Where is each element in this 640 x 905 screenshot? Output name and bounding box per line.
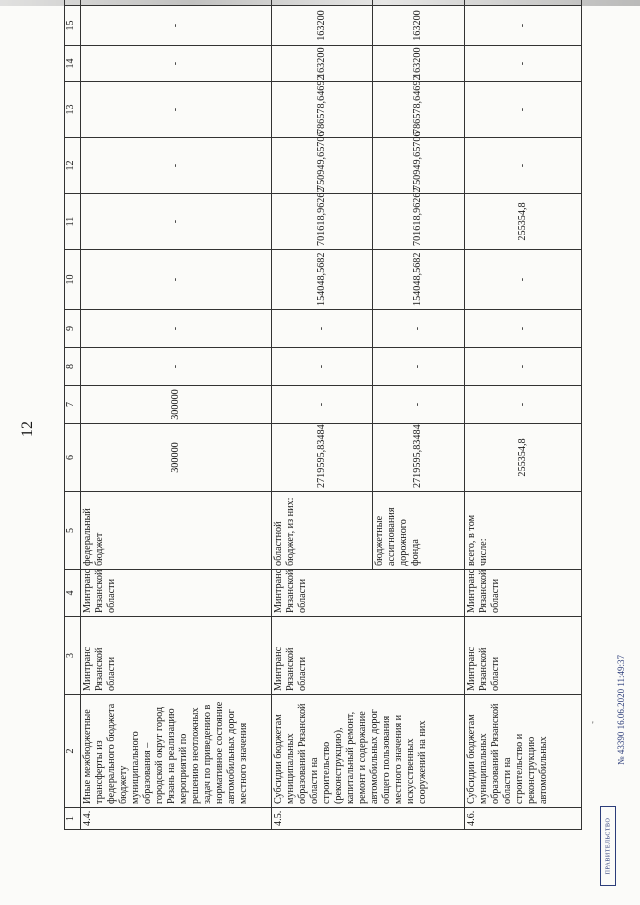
measure-name: Субсидии бюджетам муниципальных образований Рязанской области на строительство и реконструкцию автомобильных [464,695,581,808]
value-cell: - [372,348,464,386]
column-header-1: 1 [65,808,81,830]
value-cell: - [464,310,581,348]
value-cell: - [272,310,372,348]
rotated-table-container [64,10,582,830]
value-cell [372,0,464,6]
value-cell: 163200 [372,46,464,82]
column-header-16 [65,0,81,6]
budget-table [64,0,582,830]
value-cell: - [464,348,581,386]
value-cell: - [464,82,581,138]
value-cell [272,0,372,6]
value-cell: 255354,8 [464,424,581,492]
registration-stamp [614,610,628,810]
measure-name: Иные межбюджетные трансферты из федерального бюджета бюджету муниципального образования – городской округ город Рязань на реализацию мероприятий по решению неотложных задач по приведению в нормативное состояние автомобильных дорог местного значения [80,695,272,808]
header-row [65,0,81,830]
executor: Минтранс Рязанской области [464,617,581,695]
funding-source: областной бюджет, из них: [272,492,372,570]
co-executor: Минтранс Рязанской области [464,570,581,617]
value-cell: - [80,310,272,348]
value-cell: 701618,96262 [272,194,372,250]
value-cell: 163200 [272,6,372,46]
column-header-12: 12 [65,138,81,194]
value-cell: - [464,138,581,194]
stamp-text: ПРАВИТЕЛЬСТВО [605,817,612,875]
page-number: 12 [19,421,36,437]
column-header-13: 13 [65,82,81,138]
value-cell: 163200 [372,6,464,46]
government-stamp [600,806,616,886]
column-header-6: 6 [65,424,81,492]
value-cell: - [272,348,372,386]
value-cell: - [80,6,272,46]
row-id: 4.5. [272,808,465,830]
value-cell: - [372,310,464,348]
column-header-7: 7 [65,386,81,424]
value-cell: 300000 [80,386,272,424]
row-id: 4.4. [80,808,272,830]
value-cell: 786578,64692 [372,82,464,138]
column-header-9: 9 [65,310,81,348]
value-cell: - [272,386,372,424]
value-cell: 300000 [80,424,272,492]
value-cell [80,0,272,6]
funding-source: всего, в том числе: [464,492,581,570]
funding-source: федеральный бюджет [80,492,272,570]
value-cell: - [80,250,272,310]
value-cell: 750949,65706 [372,138,464,194]
value-cell: - [464,46,581,82]
co-executor: Минтранс Рязанской области [272,570,465,617]
column-header-5: 5 [65,492,81,570]
table-row [272,0,372,830]
value-cell: 750949,65706 [272,138,372,194]
value-cell: - [80,194,272,250]
table-row [80,0,272,830]
table-body [80,0,581,830]
value-cell: 154048,5682 [372,250,464,310]
column-header-14: 14 [65,46,81,82]
value-cell [464,0,581,6]
column-header-15: 15 [65,6,81,46]
value-cell: - [80,46,272,82]
co-executor: Минтранс Рязанской области [80,570,272,617]
value-cell: 786578,64692 [272,82,372,138]
value-cell: - [372,386,464,424]
column-header-8: 8 [65,348,81,386]
executor: Минтранс Рязанской области [80,617,272,695]
value-cell: - [464,6,581,46]
value-cell: - [80,138,272,194]
table-row [464,0,581,830]
value-cell: - [80,348,272,386]
value-cell: 154048,5682 [272,250,372,310]
value-cell: - [464,250,581,310]
registration-number: № 43390 16.06.2020 11:49:37 [616,654,627,766]
column-header-2: 2 [65,695,81,808]
value-cell: - [464,386,581,424]
row-id: 4.6. [464,808,581,830]
executor: Минтранс Рязанской области [272,617,465,695]
column-header-3: 3 [65,617,81,695]
value-cell: 2719595,83484 [272,424,372,492]
value-cell: 163200 [272,46,372,82]
value-cell: - [80,82,272,138]
column-header-4: 4 [65,570,81,617]
column-header-11: 11 [65,194,81,250]
tick-mark: ' [592,720,594,730]
column-header-10: 10 [65,250,81,310]
value-cell: 2719595,83484 [372,424,464,492]
funding-source: бюджетные ассигнования дорожного фонда [372,492,464,570]
measure-name: Субсидии бюджетам муниципальных образований Рязанской области на строительство (реконструкцию), капитальный ремонт, ремонт и содержание автомобильных дорог общего пользования местного значения и искусственных сооружений на них [272,695,465,808]
value-cell: 255354,8 [464,194,581,250]
value-cell: 701618,96262 [372,194,464,250]
